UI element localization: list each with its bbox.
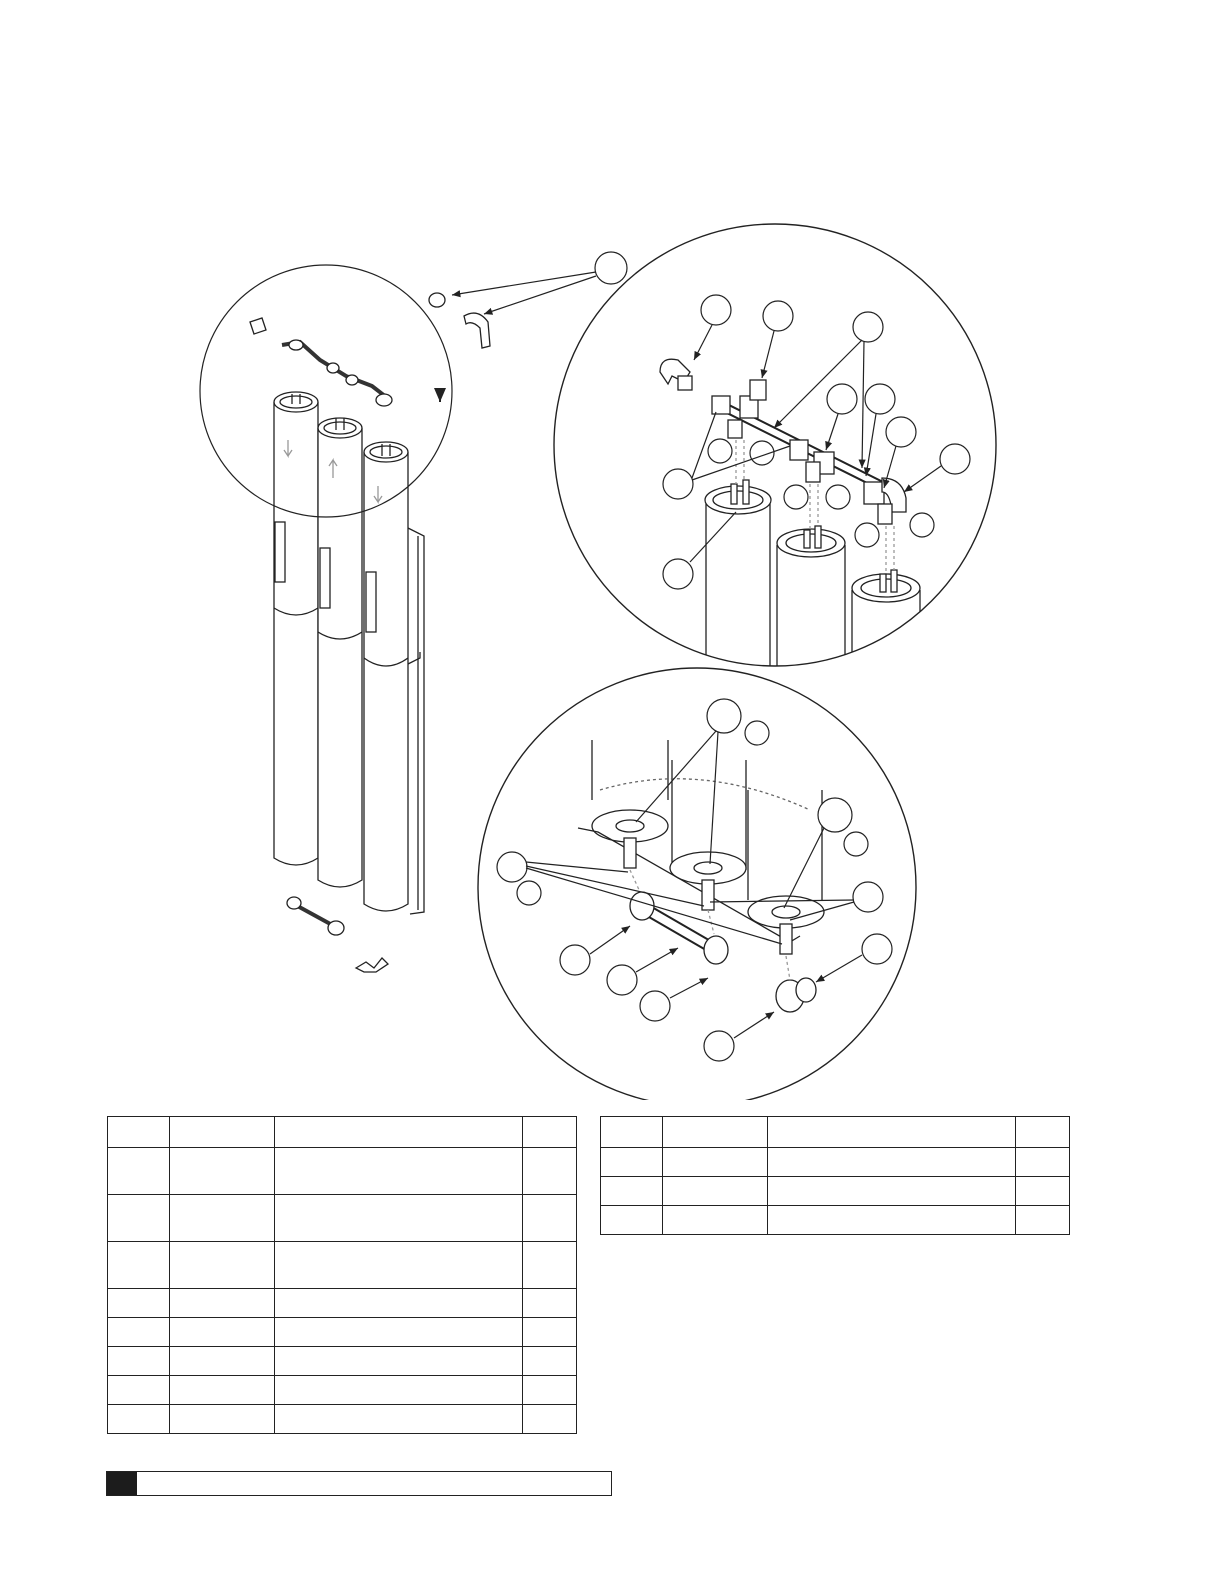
table-cell (170, 1347, 275, 1376)
header-cell (170, 1117, 275, 1148)
table-cell (170, 1289, 275, 1318)
table-cell (275, 1376, 523, 1405)
parts-table-right (600, 1116, 1070, 1235)
callout-bubble (826, 485, 850, 509)
header-cell (1016, 1117, 1070, 1148)
table-cell (523, 1376, 577, 1405)
table-cell (1016, 1148, 1070, 1177)
table-cell (663, 1148, 768, 1177)
table-cell (275, 1289, 523, 1318)
bottom-detail-view (478, 668, 916, 1100)
callout-bubble (497, 852, 527, 882)
table-header-row (108, 1117, 577, 1148)
table-cell (108, 1289, 170, 1318)
header-cell (275, 1117, 523, 1148)
table-header-row (601, 1117, 1070, 1148)
callout-bubble (865, 384, 895, 414)
callout-bubble (862, 934, 892, 964)
callout-bubble (707, 699, 741, 733)
callout-bubble (560, 945, 590, 975)
table-cell (275, 1148, 523, 1195)
top-detail-view (554, 224, 996, 680)
table-cell (108, 1376, 170, 1405)
callout-bubble (517, 881, 541, 905)
table-cell (523, 1148, 577, 1195)
callout-bubble (763, 301, 793, 331)
callout-bubble (853, 882, 883, 912)
table-cell (170, 1376, 275, 1405)
table-cell (170, 1405, 275, 1434)
table-cell (108, 1347, 170, 1376)
table-cell (275, 1405, 523, 1434)
table-cell (523, 1347, 577, 1376)
table-row (108, 1405, 577, 1434)
table-cell (523, 1195, 577, 1242)
callout-bubble (701, 295, 731, 325)
table-cell (108, 1242, 170, 1289)
table-cell (601, 1148, 663, 1177)
header-cell (601, 1117, 663, 1148)
table-row (108, 1376, 577, 1405)
table-cell (108, 1405, 170, 1434)
callout-bubble (940, 444, 970, 474)
table-cell (170, 1195, 275, 1242)
callout-bubble (855, 523, 879, 547)
table-row (601, 1177, 1070, 1206)
callout-bubble (708, 439, 732, 463)
table-cell (275, 1242, 523, 1289)
membrane-vessel (364, 442, 420, 911)
parts-table-left (107, 1116, 577, 1434)
table-cell (170, 1242, 275, 1289)
table-row (108, 1318, 577, 1347)
table-cell (523, 1405, 577, 1434)
table-cell (523, 1289, 577, 1318)
callout-bubble (844, 832, 868, 856)
table-row (601, 1148, 1070, 1177)
callout-loose-fittings (452, 252, 627, 314)
callout-bubble (853, 312, 883, 342)
table-cell (1016, 1206, 1070, 1235)
header-cell (108, 1117, 170, 1148)
callout-bubble (663, 469, 693, 499)
table-row (108, 1289, 577, 1318)
table-cell (601, 1177, 663, 1206)
membrane-vessel (274, 392, 318, 865)
table-cell (768, 1148, 1016, 1177)
callout-bubble (607, 965, 637, 995)
header-cell (768, 1117, 1016, 1148)
table-cell (108, 1195, 170, 1242)
main-assembly (250, 293, 490, 972)
callout-bubble (704, 1031, 734, 1061)
table-cell (170, 1148, 275, 1195)
table-cell (523, 1318, 577, 1347)
table-cell (663, 1206, 768, 1235)
callout-bubble (818, 798, 852, 832)
table-cell (275, 1318, 523, 1347)
table-cell (663, 1177, 768, 1206)
table-cell (275, 1347, 523, 1376)
table-row (601, 1206, 1070, 1235)
table-cell (275, 1195, 523, 1242)
table-cell (108, 1148, 170, 1195)
table-row (108, 1347, 577, 1376)
table-row (108, 1242, 577, 1289)
callout-bubble (663, 559, 693, 589)
callout-bubble (745, 721, 769, 745)
table-cell (768, 1206, 1016, 1235)
table-cell (108, 1318, 170, 1347)
page-number-block (107, 1472, 137, 1495)
callout-bubble (640, 991, 670, 1021)
header-cell (663, 1117, 768, 1148)
callout-bubble (910, 513, 934, 537)
table-cell (1016, 1177, 1070, 1206)
page-footer-bar (106, 1471, 612, 1496)
callout-bubble (886, 417, 916, 447)
table-row (108, 1148, 577, 1195)
table-cell (601, 1206, 663, 1235)
table-cell (170, 1318, 275, 1347)
table-row (108, 1195, 577, 1242)
table-cell (768, 1177, 1016, 1206)
table-cell (523, 1242, 577, 1289)
header-cell (523, 1117, 577, 1148)
callout-bubble (827, 384, 857, 414)
callout-bubble (784, 485, 808, 509)
membrane-vessel (318, 418, 362, 887)
